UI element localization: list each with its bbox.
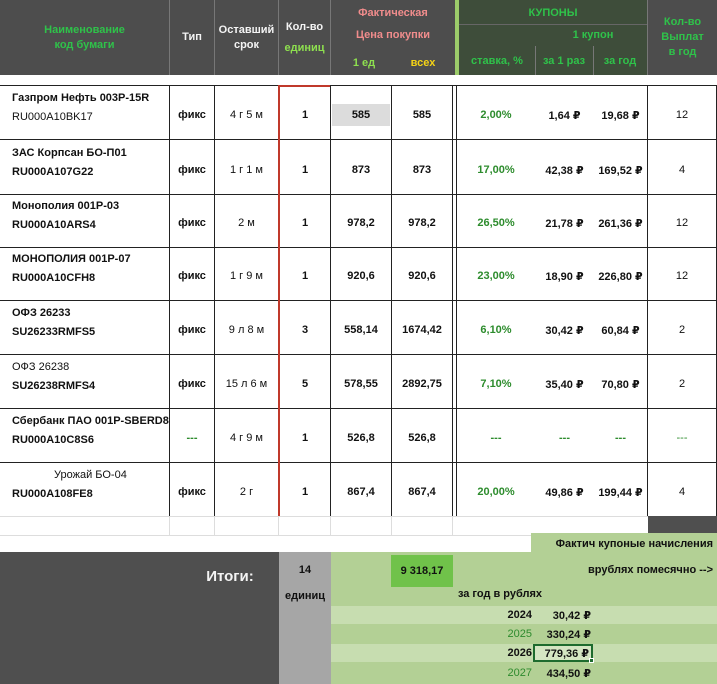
unit-price-cell[interactable]: 978,2 xyxy=(347,217,375,229)
bond-name-cell[interactable] xyxy=(12,412,168,451)
remaining-term-cell[interactable]: 1 г 9 м xyxy=(230,270,263,282)
header-qty-line1: Кол-во xyxy=(285,20,324,33)
header-rate: ставка, % xyxy=(471,55,523,67)
coupon-year-cell[interactable]: 169,52 ₽ xyxy=(598,164,643,177)
bond-name: Сбербанк ПАО 001Р-SBERD8 xyxy=(12,415,169,427)
year-label: 2027 xyxy=(507,667,532,679)
payments-cell[interactable]: 2 xyxy=(678,378,686,390)
header-coupons[interactable] xyxy=(459,0,647,75)
remaining-term-cell[interactable]: 9 л 8 м xyxy=(228,324,265,336)
remaining-term-cell[interactable]: 2 г xyxy=(239,486,254,498)
payments-cell[interactable]: 12 xyxy=(675,270,689,282)
coupon-once-cell[interactable]: 1,64 ₽ xyxy=(548,109,581,122)
header-one-coupon: 1 купон xyxy=(572,29,614,41)
qty-cell[interactable]: 1 xyxy=(301,164,309,176)
bond-name-cell[interactable] xyxy=(12,144,168,183)
coupon-rate-cell[interactable]: 17,00% xyxy=(477,164,515,176)
payments-cell[interactable]: --- xyxy=(676,432,688,444)
unit-price-cell[interactable]: 558,14 xyxy=(344,324,378,336)
coupon-note-2: врублях помесячно --> xyxy=(588,564,713,576)
bond-code: RU000A10BK17 xyxy=(12,111,93,124)
coupon-year-cell[interactable]: 19,68 ₽ xyxy=(601,109,640,122)
header-name[interactable] xyxy=(0,0,169,75)
header-payments-line3: в год xyxy=(668,45,697,58)
header-qty[interactable] xyxy=(279,0,330,75)
type-cell[interactable]: фикс xyxy=(178,486,206,498)
totals-qty-unit: единиц xyxy=(284,590,326,602)
bond-code: SU26233RMFS5 xyxy=(12,326,96,339)
header-payments-line1: Кол-во xyxy=(663,16,702,29)
bond-name-cell[interactable] xyxy=(12,197,168,236)
coupon-year-cell[interactable]: 199,44 ₽ xyxy=(598,486,643,499)
qty-cell[interactable]: 1 xyxy=(301,432,309,444)
type-cell[interactable]: фикс xyxy=(178,164,206,176)
coupon-once-cell[interactable]: 49,86 ₽ xyxy=(545,486,584,499)
coupon-rate-cell[interactable]: 23,00% xyxy=(477,270,515,282)
remaining-term-cell[interactable]: 2 м xyxy=(238,217,255,229)
coupon-once-cell[interactable]: 21,78 ₽ xyxy=(545,217,584,230)
header-name-line1: Наименование xyxy=(44,23,125,36)
bond-name: Газпром Нефть 003Р-15R xyxy=(12,92,150,104)
unit-price-cell[interactable]: 585 xyxy=(351,109,371,121)
total-price-cell[interactable]: 978,2 xyxy=(408,217,436,229)
bond-code: RU000A10CFH8 xyxy=(12,272,96,285)
bond-name-cell[interactable] xyxy=(12,466,168,505)
total-price-cell[interactable]: 585 xyxy=(412,109,432,121)
year-coupon-value[interactable]: 330,24 ₽ xyxy=(546,628,591,641)
year-coupon-value[interactable]: 779,36 ₽ xyxy=(533,644,593,662)
payments-cell[interactable]: 4 xyxy=(678,164,686,176)
totals-label: Итоги: xyxy=(206,567,254,585)
year-label: 2026 xyxy=(507,647,532,659)
remaining-term-cell[interactable]: 4 г 9 м xyxy=(230,432,263,444)
remaining-term-cell[interactable]: 1 г 1 м xyxy=(230,164,263,176)
bond-code: RU000A107G22 xyxy=(12,166,94,179)
coupon-year-cell[interactable]: --- xyxy=(615,432,626,444)
unit-price-cell[interactable]: 920,6 xyxy=(347,270,375,282)
header-remaining-line1: Оставший xyxy=(218,23,275,36)
coupon-year-cell[interactable]: 261,36 ₽ xyxy=(598,217,643,230)
bond-name-cell[interactable] xyxy=(12,358,168,397)
type-cell[interactable]: фикс xyxy=(178,324,206,336)
coupon-once-cell[interactable]: 42,38 ₽ xyxy=(545,164,584,177)
qty-cell[interactable]: 5 xyxy=(301,378,309,390)
qty-cell[interactable]: 1 xyxy=(301,217,309,229)
bond-code: RU000A10ARS4 xyxy=(12,219,96,232)
coupon-note-1: Фактич купоные начисления xyxy=(555,538,713,550)
bond-name: ЗАС Корпсан БО-П01 xyxy=(12,147,127,159)
bond-name-cell[interactable] xyxy=(12,89,168,128)
bond-name: Урожай БО-04 xyxy=(54,469,127,481)
coupon-rate-cell[interactable]: 7,10% xyxy=(480,378,512,390)
coupon-once-cell[interactable]: 30,42 ₽ xyxy=(545,324,584,337)
bond-name: ОФЗ 26233 xyxy=(12,307,71,319)
remaining-term-cell[interactable]: 15 л 6 м xyxy=(225,378,268,390)
bond-code: RU000A10C8S6 xyxy=(12,434,94,447)
bond-name-cell[interactable] xyxy=(12,304,168,343)
header-per-year: за год xyxy=(603,55,637,67)
totals-sum: 9 318,17 xyxy=(400,565,444,577)
unit-price-cell[interactable]: 873 xyxy=(351,164,371,176)
totals-qty: 14 xyxy=(298,564,312,576)
header-actual-line2: Цена покупки xyxy=(355,29,430,41)
header-coupons-title: КУПОНЫ xyxy=(528,7,578,19)
fill-handle[interactable] xyxy=(589,658,594,663)
coupon-rate-cell[interactable]: 20,00% xyxy=(477,486,515,498)
total-price-cell[interactable]: 920,6 xyxy=(408,270,436,282)
header-payments-line2: Выплат xyxy=(661,31,704,44)
year-coupon-value[interactable]: 434,50 ₽ xyxy=(546,667,591,680)
per-year-label: за год в рублях xyxy=(457,588,543,600)
bond-name: Монополия 001Р-03 xyxy=(12,200,120,212)
coupon-rate-cell[interactable]: 2,00% xyxy=(480,109,512,121)
payments-cell[interactable]: 2 xyxy=(678,324,686,336)
year-coupon-value[interactable]: 30,42 ₽ xyxy=(552,609,591,622)
header-remaining-line2: срок xyxy=(233,38,260,51)
bond-name-cell[interactable] xyxy=(12,250,168,289)
header-payments[interactable] xyxy=(648,0,717,75)
unit-price-cell[interactable]: 578,55 xyxy=(344,378,378,390)
qty-cell[interactable]: 3 xyxy=(301,324,309,336)
coupon-year-cell[interactable]: 60,84 ₽ xyxy=(601,324,640,337)
type-cell[interactable]: --- xyxy=(186,432,198,444)
unit-price-cell[interactable]: 526,8 xyxy=(347,432,375,444)
header-name-line2: код бумаги xyxy=(54,38,115,51)
header-type-label: Тип xyxy=(182,31,202,44)
bond-name: МОНОПОЛИЯ 001Р-07 xyxy=(12,253,131,265)
payments-cell[interactable]: 4 xyxy=(678,486,686,498)
total-price-cell[interactable]: 526,8 xyxy=(408,432,436,444)
payments-cell[interactable]: 12 xyxy=(675,109,689,121)
bond-name: ОФЗ 26238 xyxy=(12,361,70,373)
header-actual-price[interactable] xyxy=(331,0,455,75)
type-cell[interactable]: фикс xyxy=(178,378,206,390)
coupon-year-cell[interactable]: 226,80 ₽ xyxy=(598,270,643,283)
header-qty-line2: единиц xyxy=(284,41,325,54)
header-type[interactable] xyxy=(170,0,214,75)
coupon-year-cell[interactable]: 70,80 ₽ xyxy=(601,378,640,391)
coupon-rate-cell[interactable]: --- xyxy=(490,432,502,444)
total-price-cell[interactable]: 1674,42 xyxy=(402,324,442,336)
coupon-rate-cell[interactable]: 6,10% xyxy=(480,324,512,336)
header-per-one: за 1 раз xyxy=(542,55,586,67)
year-label: 2025 xyxy=(507,628,532,640)
type-cell[interactable]: фикс xyxy=(178,270,206,282)
total-price-cell[interactable]: 867,4 xyxy=(408,486,436,498)
qty-cell[interactable]: 1 xyxy=(301,486,309,498)
total-price-cell[interactable]: 873 xyxy=(412,164,432,176)
header-remaining[interactable] xyxy=(215,0,278,75)
coupon-once-cell[interactable]: 35,40 ₽ xyxy=(545,378,584,391)
bond-code: SU26238RMFS4 xyxy=(12,380,96,393)
qty-cell[interactable]: 1 xyxy=(301,270,309,282)
type-cell[interactable]: фикс xyxy=(178,217,206,229)
header-actual-all: всех xyxy=(410,57,436,69)
coupon-once-cell[interactable]: 18,90 ₽ xyxy=(545,270,584,283)
total-price-cell[interactable]: 2892,75 xyxy=(402,378,442,390)
coupon-rate-cell[interactable]: 26,50% xyxy=(477,217,515,229)
coupon-once-cell[interactable]: --- xyxy=(559,432,570,444)
payments-cell[interactable]: 12 xyxy=(675,217,689,229)
year-label: 2024 xyxy=(507,609,532,621)
header-actual-unit: 1 ед xyxy=(352,57,376,69)
remaining-term-cell[interactable]: 4 г 5 м xyxy=(230,109,263,121)
type-cell[interactable]: фикс xyxy=(178,109,206,121)
bond-code: RU000A108FE8 xyxy=(12,488,93,501)
header-actual-line1: Фактическая xyxy=(358,7,428,19)
qty-cell[interactable]: 1 xyxy=(301,109,309,121)
unit-price-cell[interactable]: 867,4 xyxy=(347,486,375,498)
